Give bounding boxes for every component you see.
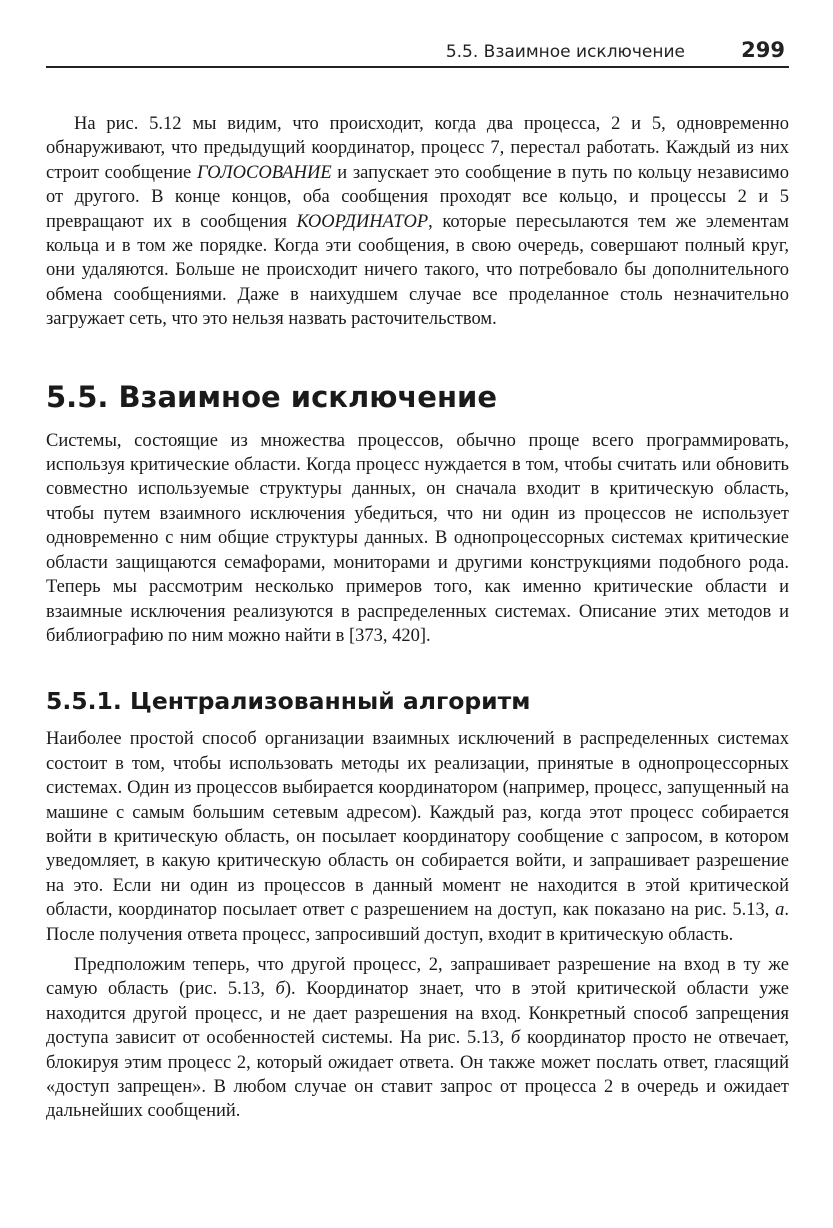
text-run: ). Координатор знает, что в этой критической области уже находится другой процесс, и не дает разрешения на вход. Конкретный способ запрещения доступа зависит от особенностей системы. На рис. 5.13, xyxy=(46,979,789,1049)
text-run: Предположим теперь, что другой процесс, 2, запрашивает разрешение на вход в ту же самую область (рис. 5.13, xyxy=(46,954,789,1000)
section-heading-mutual-exclusion: 5.5. Взаимное исключение xyxy=(46,379,497,414)
text-run: . После получения ответа процесс, запросивший доступ, входит в критическую область. xyxy=(46,900,789,945)
paragraph-mutual-exclusion-intro: Системы, состоящие из множества процессов, обычно проще всего программировать, используя критические области. Когда процесс нуждается в том, чтобы считать или обновить совместно используемые структуры данных, он сначала входит в критическую область, чтобы путем взаимного исключения убедиться, что ни один из процессов не использует одновременно с ним общие структуры данных. В однопроцессорных системах критические области защищаются семафорами, мониторами и другими конструкциями подобного рода. Теперь мы рассмотрим несколько примеров того, как именно критические области и взаимные исключения реализуются в распределенных системах. Описание этих методов и библиографию по ним можно найти в [373, 420]. xyxy=(46,430,789,646)
text-run: и запускает это сообщение в путь по кольцу независимо от другого. В конце концов, оба сообщения проходят все кольцо, и процессы 2 и 5 превращают их в сообщения xyxy=(46,162,789,232)
italic-figure-ref-a: а xyxy=(775,900,785,921)
running-head-section-title: 5.5. Взаимное исключение xyxy=(445,42,685,62)
paragraph-centralized-algorithm-1 xyxy=(46,727,789,947)
italic-figure-ref-b: б xyxy=(275,979,285,1000)
page-number: 299 xyxy=(741,38,785,62)
subsection-heading-centralized-algorithm: 5.5.1. Централизованный алгоритм xyxy=(46,687,531,716)
page-body xyxy=(46,112,789,1124)
running-head xyxy=(46,38,789,68)
text-run: Наиболее простой способ организации взаимных исключений в распределенных системах состоит в том, чтобы использовать методы их реализации, принятые в однопроцессорных системах. Один из процессов выбирается координатором (например, процесс, запущенный на машине с самым большим сетевым адресом). Каждый раз, когда этот процесс собирается войти в критическую область, он посылает координатору сообщение с запросом, в котором уведомляет, в какую критическую область он собирается войти, и запрашивает разрешение на это. Если ни один из процессов в данный момент не находится в этой критической области, координатор посылает ответ с разрешением на доступ, как показано на рис. 5.13, xyxy=(46,729,789,921)
paragraph-centralized-algorithm-2 xyxy=(46,953,789,1124)
italic-term-coordinator: КООРДИНАТОР xyxy=(296,211,429,232)
italic-term-voting: ГОЛОСОВАНИЕ xyxy=(196,162,332,183)
paragraph-ring-election-example xyxy=(46,112,789,332)
text-run: На рис. 5.12 мы видим, что происходит, когда два процесса, 2 и 5, одновременно обнаруживают, что предыдущий координатор, процесс 7, перестал работать. Каждый из них строит сообщение xyxy=(46,114,789,183)
text-run: координатор просто не отвечает, блокируя этим процесс 2, который ожидает ответа. Он также может послать ответ, гласящий «доступ запрещен». В любом случае он ставит запрос от процесса 2 в очередь и ожидает дальнейших сообщений. xyxy=(46,1028,789,1122)
text-run: , которые пересылаются тем же элементам кольца и в том же порядке. Когда эти сообщения, в свою очередь, совершают полный круг, они удаляются. Больше не происходит ничего такого, что потребовало бы дополнительного обмена сообщениями. Даже в наихудшем случае все проделанное столь незначительно загружает сеть, что это нельзя назвать расточительством. xyxy=(46,211,789,330)
italic-figure-ref-b: б xyxy=(510,1028,521,1049)
